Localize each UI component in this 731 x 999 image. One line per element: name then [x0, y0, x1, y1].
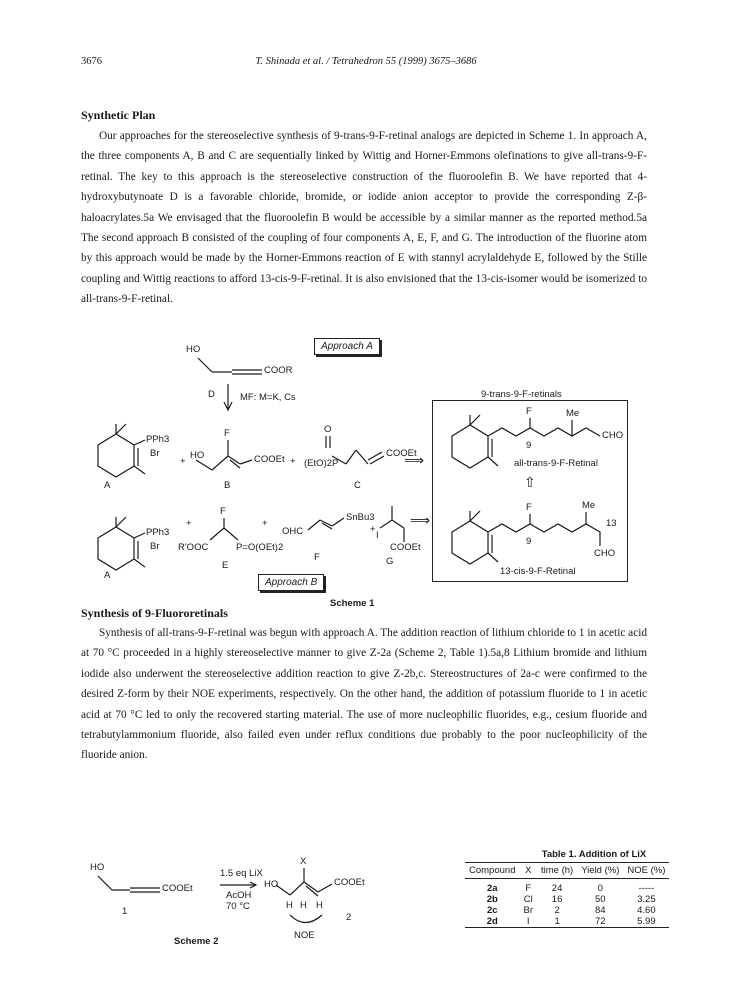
c-o-label: O [324, 424, 332, 435]
box2-me-label: Me [582, 500, 596, 511]
header-compound: Compound [465, 863, 519, 879]
label-a: A [104, 480, 111, 491]
e-po-label: P=O(OEt)2 [236, 542, 284, 553]
label-a-2: A [104, 570, 111, 581]
arrow-right-b: ⟹ [410, 512, 431, 528]
f-ohc-label: OHC [282, 526, 304, 537]
e-rooc-label: R'OOC [178, 542, 209, 553]
a-pph3-label: PPh3 [146, 434, 170, 445]
header-noe: NOE (%) [623, 863, 669, 879]
s2-cooet-1: COOEt [162, 883, 193, 894]
b-ho-label: HO [190, 450, 205, 461]
cell-x: F [525, 883, 532, 894]
c-eto2p-label: (EtO)2P [304, 458, 339, 469]
cell-compound: 2d [465, 916, 519, 928]
cell-x: I [519, 916, 537, 928]
cell-compound: 2c [486, 905, 498, 916]
compound-1-label: 1 [122, 906, 128, 917]
cell-noe: 5.99 [623, 916, 669, 928]
g-i-label: I [376, 530, 379, 541]
page-header [81, 56, 651, 72]
cell-noe: ----- [638, 883, 655, 894]
s2-temp: 70 °C [226, 901, 250, 912]
label-c: C [354, 480, 361, 491]
cell-noe: 3.25 [637, 894, 656, 905]
scheme-1-caption: Scheme 1 [330, 598, 375, 609]
table-row [465, 905, 669, 916]
header-yield: Yield (%) [577, 863, 623, 879]
retinal-products-box [432, 400, 628, 582]
box1-f-label: F [526, 406, 532, 417]
table-row [465, 894, 669, 905]
table-1 [465, 862, 669, 928]
label-g: G [386, 556, 394, 567]
paragraph-synthetic-plan: Our approaches for the stereoselective synthesis of 9-trans-9-F-retinal analogs are depicted in Scheme 1. In approach A, the three components A, B and C are sequentially linked by Wittig and Horner-Emmons olefinations to give all-trans-9-F-retinal. The key to this approach is the stereoselective construction of the fluoroolefin B. We have reported that 4-hydroxybutynoate D is a favorable chloride, bromide, or iodide anion acceptor to provide the corresponding Z-β-haloacrylates.5a We envisaged that the fluoroolefin B would be accessible by a similar manner as the reported method.5a The second approach B consisted of the coupling of four components A, E, F, and G. The introduction of the fluorine atom by this approach would be made by the Horner-Emmons reaction of E with stannyl acrylaldehyde E, followed by the Stille coupling and Wittig reactions to afford 13-cis-9-F-retinal. It is also envisioned that the 13-cis-isomer would be isomerized to all-trans-9-F-retinal. [81, 130, 647, 306]
cell-compound: 2a [486, 883, 498, 894]
box2-cho-label: CHO [594, 548, 616, 559]
box1-me-label: Me [566, 408, 580, 419]
table-row [465, 916, 669, 928]
d-coor-label: COOR [264, 365, 293, 376]
plus-1: + [180, 456, 186, 467]
table-1-caption [465, 849, 723, 860]
table-header-row [465, 863, 669, 879]
label-e: E [222, 560, 229, 571]
a2-br-label: Br [150, 541, 160, 552]
plus-4: + [262, 518, 268, 529]
a2-pph3-label: PPh3 [146, 527, 170, 538]
paragraph-synthesis: Synthesis of all-trans-9-F-retinal was begun with approach A. The addition reaction of lithium chloride to 1 in acetic acid at 70 °C proceeded in a highly stereoselective manner to give Z-2a (Scheme 2, Table 1).5a,8 Lithium bromide and lithium iodide also underwent the stereoselective addition reaction to give Z-2b,c. Stereostructures of 2a-c were confirmed to the desired Z-form by their NOE experiments, respectively. On the other hand, the addition of potassium fluoride to 1 in acetic acid at 70 °C led to only the recovered starting material. The use of more nucleophilic fluorides, e.g., cesium fluoride and tetrabutylammonium fluoride, also failed even under reflux conditions due probably to the poor nucleophilicity of the fluoride anion. [81, 627, 647, 762]
cell-time: 1 [537, 916, 577, 928]
c-cooet-label: COOEt [386, 448, 417, 459]
page-number: 3676 [81, 56, 102, 67]
f-snbu3-label: SnBu3 [346, 512, 375, 523]
box1-nine-label: 9 [526, 440, 532, 451]
a-br-label: Br [150, 448, 160, 459]
arrow-up: ⇧ [524, 474, 536, 490]
cell-yield: 0 [597, 883, 603, 894]
s2-solvent: AcOH [226, 890, 252, 901]
cell-time: 24 [551, 883, 563, 894]
d-label: D [208, 389, 215, 400]
approach-a-badge: Approach A [314, 338, 380, 355]
all-trans-name: all-trans-9-F-Retinal [514, 458, 598, 469]
s2-cooet-2: COOEt [334, 877, 365, 888]
mf-condition: MF: M=K, Cs [240, 392, 296, 403]
plus-5: + [370, 524, 376, 535]
cell-x: Br [523, 905, 533, 916]
s2-x-label: X [300, 856, 307, 867]
cis-name: 13-cis-9-F-Retinal [500, 566, 576, 577]
table-row [465, 879, 669, 895]
cell-time: 16 [551, 894, 563, 905]
cell-yield: 50 [594, 894, 606, 905]
header-x: X [519, 863, 537, 879]
plus-2: + [290, 456, 296, 467]
s2-h-1: H [286, 900, 293, 911]
cell-yield: 84 [594, 905, 606, 916]
scheme-2-caption: Scheme 2 [174, 936, 219, 947]
compound-2-label: 2 [346, 912, 352, 923]
s2-h-2: H [300, 900, 307, 911]
box2-nine-label: 9 [526, 536, 532, 547]
d-ho-label: HO [186, 344, 201, 355]
running-title: T. Shinada et al. / Tetrahedron 55 (1999) 3675–3686 [255, 56, 477, 67]
header-time: time (h) [537, 863, 577, 879]
b-cooet-label: COOEt [254, 454, 285, 465]
cell-x: Cl [523, 894, 533, 905]
box1-cho-label: CHO [602, 430, 624, 441]
cell-time: 2 [554, 905, 560, 916]
plus-3: + [186, 518, 192, 529]
cell-yield: 72 [577, 916, 623, 928]
g-cooet-label: COOEt [390, 542, 421, 553]
label-f: F [314, 552, 320, 563]
arrow-right-a: ⟹ [404, 452, 425, 468]
s2-reagent: 1.5 eq LiX [220, 868, 263, 879]
box2-f-label: F [526, 502, 532, 513]
section-title-synthesis: Synthesis of 9-Fluororetinals [81, 606, 228, 620]
e-f-label: F [220, 506, 226, 517]
box-title: 9-trans-9-F-retinals [478, 389, 565, 400]
approach-b-badge: Approach B [258, 574, 324, 591]
label-b: B [224, 480, 231, 491]
s2-ho-1: HO [90, 862, 105, 873]
s2-h-3: H [316, 900, 323, 911]
table-1-caption-text: Table 1. Addition of LiX [541, 849, 647, 860]
box2-thirteen-label: 13 [606, 518, 617, 529]
section-title-synthetic-plan: Synthetic Plan [81, 108, 156, 122]
cell-compound: 2b [486, 894, 498, 905]
b-f-label: F [224, 428, 230, 439]
s2-ho-2: HO [264, 879, 279, 890]
cell-noe: 4.60 [637, 905, 656, 916]
s2-noe-label: NOE [294, 930, 315, 941]
